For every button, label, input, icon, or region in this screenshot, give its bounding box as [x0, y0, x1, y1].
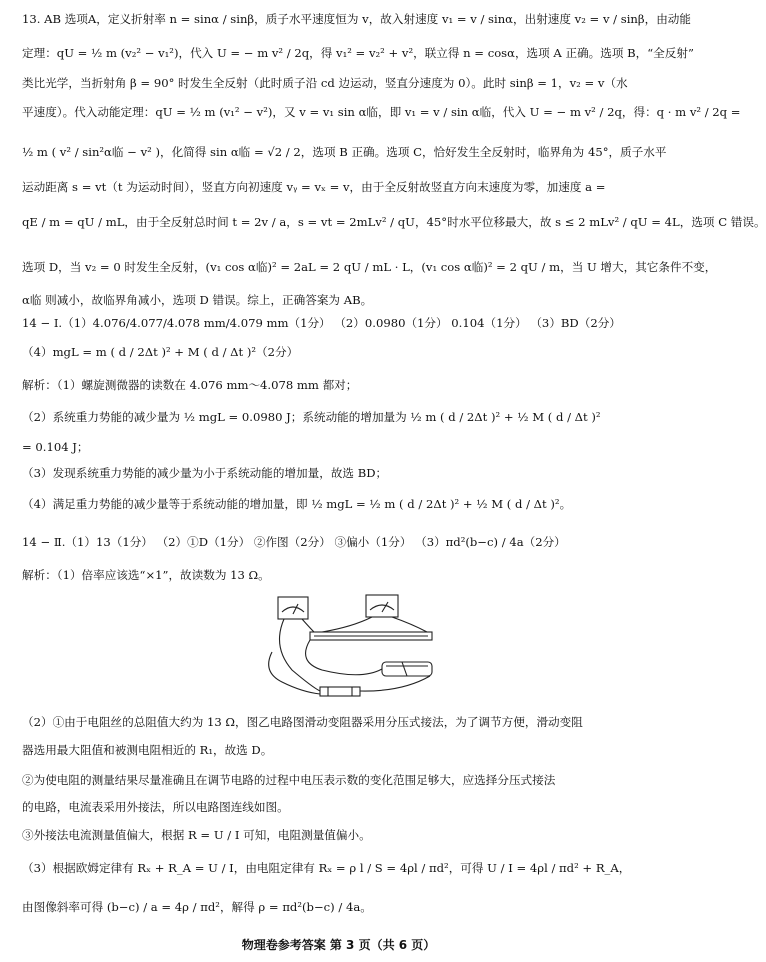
q14b-line-1: 14 − Ⅱ.（1）13（1分） （2）①D（1分） ②作图（2分） ③偏小（1分） （3）πd²(b−c) / 4a（2分） — [22, 535, 566, 549]
q13-line-3: 类比光学，当折射角 β = 90° 时发生全反射（此时质子沿 cd 边运动，竖直分速度为 0）。此时 sinβ = 1，v₂ = v（水 — [22, 76, 628, 90]
q13-line-6: 运动距离 s = vt（t 为运动时间），竖直方向初速度 vᵧ = vₓ = v，由于全反射故竖直方向末速度为零，加速度 a = — [22, 180, 606, 194]
q14a-line-2: （4）mgL = m ( d / 2Δt )² + M ( d / Δt )²（2分） — [22, 345, 299, 359]
q14b-line-4: 器选用最大阻值和被测电阻相近的 R₁，故选 D。 — [22, 743, 273, 757]
q13-line-2: 定理：qU = ½ m (v₂² − v₁²)，代入 U = − m v² / 2q，得 v₁² = v₂² + v²，联立得 n = cosα，选项 A 正确。选项 B，“全反射” — [22, 46, 694, 60]
q14b-line-5: ②为使电阻的测量结果尽量准确且在调节电路的过程中电压表示数的变化范围足够大，应选择分压式接法 — [22, 773, 556, 787]
q14b-line-6: 的电路，电流表采用外接法，所以电路图连线如图。 — [22, 800, 289, 814]
q13-line-5: ½ m ( v² / sin²α临 − v² )，化简得 sin α临 = √2 / 2，选项 B 正确。选项 C，恰好发生全反射时，临界角为 45°，质子水平 — [22, 145, 667, 159]
q14b-line-9: 由图像斜率可得 (b−c) / a = 4ρ / πd²，解得 ρ = πd²(b−c) / 4a。 — [22, 900, 372, 914]
q13-line-9: α临 则减小，故临界角减小，选项 D 错误。综上，正确答案为 AB。 — [22, 293, 373, 307]
q14a-line-4: （2）系统重力势能的减少量为 ½ mgL = 0.0980 J；系统动能的增加量为 ½ m ( d / 2Δt )² + ½ M ( d / Δt )² — [22, 410, 601, 424]
battery-switch-icon — [320, 687, 360, 696]
q14a-line-3: 解析：（1）螺旋测微器的读数在 4.076 mm～4.078 mm 都对； — [22, 378, 358, 392]
q13-line-8: 选项 D，当 v₂ = 0 时发生全反射，(v₁ cos α临)² = 2aL = 2 qU / mL · L，(v₁ cos α临)² = 2 qU / m，当 U 增大，其它条件不变， — [22, 260, 717, 274]
q13-line-7: qE / m = qU / mL，由于全反射总时间 t = 2v / a，s = vt = 2mLv² / qU，45°时水平位移最大，故 s ≤ 2 mLv² / qU = 4L，选项 C 错误。 — [22, 215, 766, 229]
page-footer: 物理卷参考答案 第 3 页（共 6 页） — [241, 938, 436, 952]
ammeter-icon — [366, 595, 398, 617]
q14a-line-1: 14 − Ⅰ.（1）4.076/4.077/4.078 mm/4.079 mm（1分） （2）0.0980（1分） 0.104（1分） （3）BD（2分） — [22, 316, 621, 330]
circuit-wiring-figure — [262, 592, 442, 707]
sliding-rheostat-icon — [382, 662, 432, 676]
q13-line-1: 13. AB 选项A，定义折射率 n = sinα / sinβ，质子水平速度恒为 v，故入射速度 v₁ = v / sinα，出射速度 v₂ = v / sinβ，由动能 — [22, 12, 691, 26]
q13-line-4: 平速度）。代入动能定理：qU = ½ m (v₁² − v²)，又 v = v₁ sin α临，即 v₁ = v / sin α临，代入 U = − m v² / 2q，得：q · m v² / 2q = — [22, 105, 741, 119]
q14b-line-7: ③外接法电流测量值偏大，根据 R = U / I 可知，电阻测量值偏小。 — [22, 828, 371, 842]
q14a-line-5: = 0.104 J； — [22, 440, 89, 454]
q14a-line-6: （3）发现系统重力势能的减少量为小于系统动能的增加量，故选 BD； — [22, 466, 388, 480]
voltmeter-icon — [278, 597, 308, 619]
q14b-line-2: 解析：（1）倍率应该选“×1”，故读数为 13 Ω。 — [22, 568, 270, 582]
q14a-line-7: （4）满足重力势能的减少量等于系统动能的增加量，即 ½ mgL = ½ m ( d / 2Δt )² + ½ M ( d / Δt )²。 — [22, 497, 572, 511]
q14b-line-3: （2）①由于电阻丝的总阻值大约为 13 Ω，图乙电路图滑动变阻器采用分压式接法，为了调节方便，滑动变阻 — [22, 715, 583, 729]
q14b-line-8: （3）根据欧姆定律有 Rₓ + R_A = U / I，由电阻定律有 Rₓ = ρ l / S = 4ρl / πd²，可得 U / I = 4ρl / πd² + R_A， — [22, 861, 631, 875]
